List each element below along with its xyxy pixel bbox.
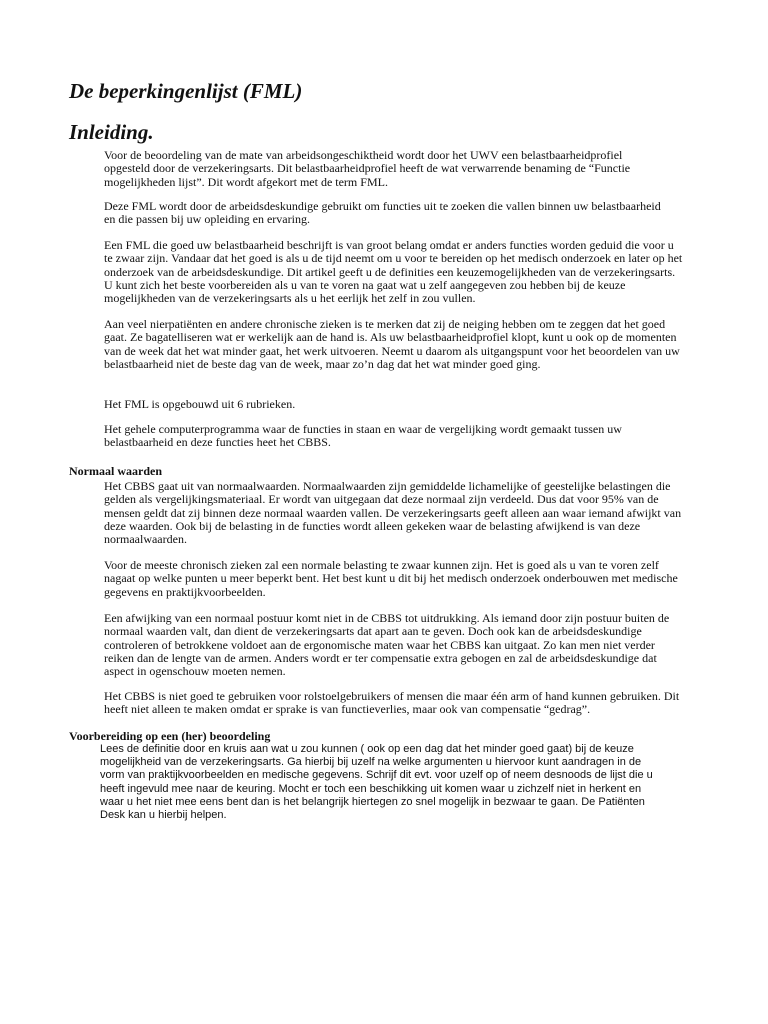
normaal-paragraph-2: Voor de meeste chronisch zieken zal een normale belasting te zwaar kunnen zijn. Het is goed als u van te voren zelf nagaat op welke punten u meer beperkt bent. Het best kunt u dit bij het medisch onderzoek onderbouwen met medische gegevens en praktijkvoorbeelden. [104,558,678,599]
intro-paragraph-3: Een FML die goed uw belastbaarheid beschrijft is van groot belang omdat er anders functies worden geduid die voor u te zwaar zijn. Vandaar dat het goed is als u de tijd neemt om u voor te bereiden op het medisch onderzoek en later op het onderzoek van de arbeidsdeskundige. Dit artikel geeft u de definities een keuzemogelijkheden van de verzekeringsarts. U kunt zich het beste voorbereiden als u van te voren na gaat wat u zelf aangegeven zou hebben bij de keuze mogelijkheden van de verzekeringsarts als u het eerlijk het zelf in zou vullen. [104,238,683,306]
document-title: De beperkingenlijst (FML) [69,79,303,103]
intro-heading: Inleiding. [69,120,154,144]
intro-paragraph-5: Het FML is opgebouwd uit 6 rubrieken. [104,397,296,411]
intro-paragraph-6: Het gehele computerprogramma waar de functies in staan en waar de vergelijking wordt gemaakt tussen uw belastbaarheid en deze functies heet het CBBS. [104,422,622,450]
normaal-paragraph-4: Het CBBS is niet goed te gebruiken voor rolstoelgebruikers of mensen die maar één arm of hand kunnen gebruiken. Dit heeft niet alleen te maken omdat er sprake is van functieverlies, maar ook van compensatie “gedrag”. [104,689,680,717]
normaal-paragraph-3: Een afwijking van een normaal postuur komt niet in de CBBS tot uitdrukking. Als iemand door zijn postuur buiten de normaal waarden valt, dan dient de verzekeringsarts dat apart aan te geven. Doch ook kan de arbeidsdeskundige controleren of betrokkene voldoet aan de ergonomische maten waar het CBBS kan uitgaat. Zo kan men niet verder reiken dan de lengte van de armen. Anders wordt er ter compensatie extra gebogen en zal de arbeidsdeskundige dat aspect in ogenschouw moeten nemen. [104,611,670,679]
voorbereiding-heading: Voorbereiding op een (her) beoordeling [69,729,271,743]
intro-paragraph-4: Aan veel nierpatiënten en andere chronische zieken is te merken dat zij de neiging hebben om te zeggen dat het goed gaat. Ze bagatelliseren wat er werkelijk aan de hand is. Als uw belastbaarheidprofiel klopt, kunt u ook op de momenten van de week dat het wat minder gaat, het werk uitvoeren. Neemt u daarom als uitgangspunt voor het beoordelen van uw belastbaarheid niet de beste dag van de week, maar zo’n dag dat het wat minder goed ging. [104,317,680,371]
voorbereiding-paragraph: Lees de definitie door en kruis aan wat u zou kunnen ( ook op een dag dat het minder goed gaat) bij de keuze mogelijkheid van de verzekeringsarts. Ga hierbij bij uzelf na welke argumenten u hiervoor kunt aandragen in de vorm van praktijkvoorbeelden en medische gegevens. Schrijf dit evt. voor uzelf op of neem desnoods de lijst die u heeft ingevuld mee naar de keuring. Mocht er toch een beschikking uit komen waar u zichzelf niet in herkent en waar u het niet mee eens bent dan is het belangrijk hiertegen zo snel mogelijk in bezwaar te gaan. De Patiënten Desk kan u hierbij helpen. [100,743,653,822]
intro-paragraph-1: Voor de beoordeling van de mate van arbeidsongeschiktheid wordt door het UWV een belastbaarheidprofiel opgesteld door de verzekeringsarts. Dit belastbaarheidprofiel heeft de wat verwarrende benaming de “Functie mogelijkheden lijst”. Dit wordt afgekort met de term FML. [104,148,631,189]
normaal-paragraph-1: Het CBBS gaat uit van normaalwaarden. Normaalwaarden zijn gemiddelde lichamelijke of geestelijke belastingen die gelden als vergelijkingsmateriaal. Er wordt van uitgegaan dat deze normaal zijn verdeeld. Dus dat voor 95% van de mensen geldt dat zij binnen deze normaal waarden vallen. De verzekeringsarts geeft alleen aan waar iemand afwijkt van deze waarden. Ook bij de belasting in de functies wordt alleen gekeken waar de belasting afwijkend is van deze normaalwaarden. [104,479,682,547]
intro-paragraph-2: Deze FML wordt door de arbeidsdeskundige gebruikt om functies uit te zoeken die vallen binnen uw belastbaarheid en die passen bij uw opleiding en ervaring. [104,199,661,227]
normaal-waarden-heading: Normaal waarden [69,464,162,478]
